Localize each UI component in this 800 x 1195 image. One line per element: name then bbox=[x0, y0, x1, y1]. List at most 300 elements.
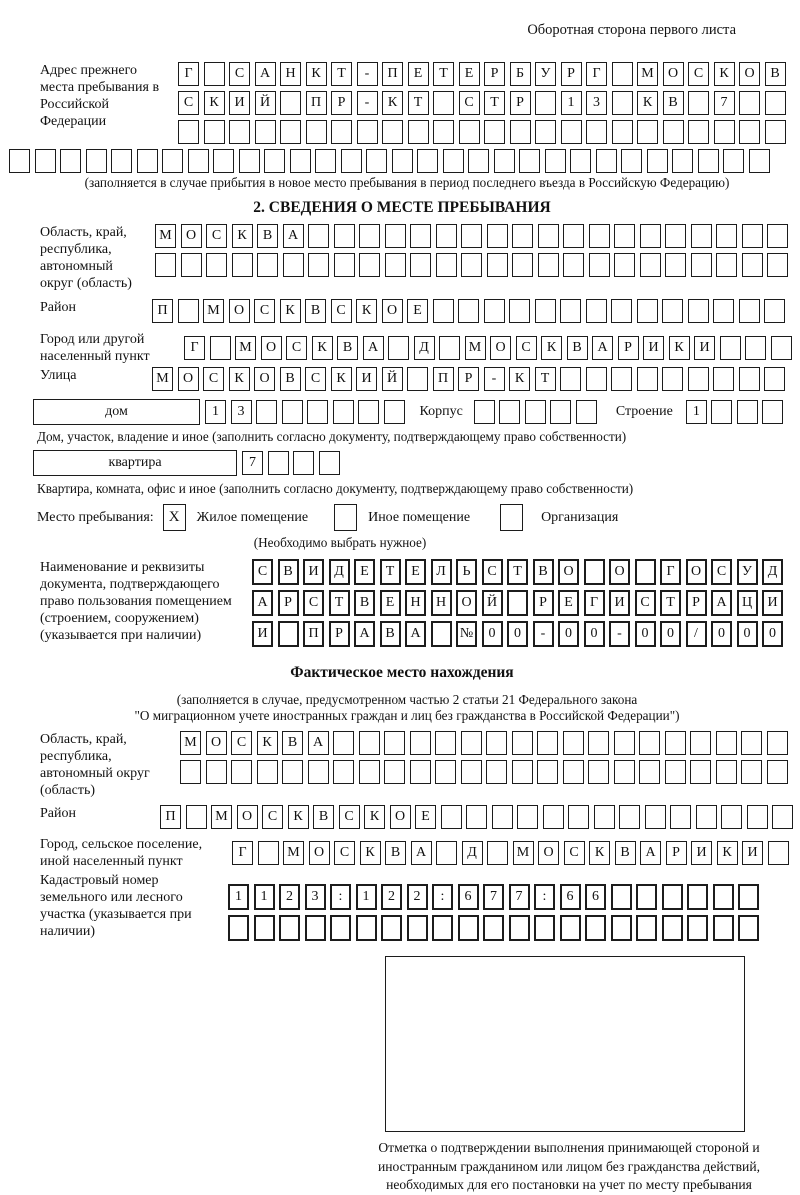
char-cell[interactable]: К bbox=[204, 91, 225, 115]
char-cell[interactable]: Д bbox=[329, 559, 350, 585]
char-cell[interactable] bbox=[459, 120, 480, 144]
char-cell[interactable]: Е bbox=[459, 62, 480, 86]
char-cell[interactable]: М bbox=[180, 731, 201, 755]
char-cell[interactable]: 6 bbox=[585, 884, 606, 910]
char-cell[interactable] bbox=[461, 731, 482, 755]
char-cell[interactable]: О bbox=[261, 336, 282, 360]
char-cell[interactable]: - bbox=[357, 91, 378, 115]
char-cell[interactable] bbox=[308, 760, 329, 784]
char-cell[interactable]: В bbox=[765, 62, 786, 86]
char-cell[interactable]: К bbox=[669, 336, 690, 360]
char-cell[interactable]: О bbox=[237, 805, 258, 829]
char-cell[interactable]: С bbox=[688, 62, 709, 86]
char-cell[interactable] bbox=[611, 884, 632, 910]
char-cell[interactable]: И bbox=[694, 336, 715, 360]
char-cell[interactable]: С bbox=[262, 805, 283, 829]
char-cell[interactable]: Л bbox=[431, 559, 452, 585]
char-cell[interactable] bbox=[204, 120, 225, 144]
char-cell[interactable]: К bbox=[637, 91, 658, 115]
char-cell[interactable]: Р bbox=[278, 590, 299, 616]
char-cell[interactable] bbox=[772, 805, 793, 829]
char-cell[interactable] bbox=[366, 149, 387, 173]
char-cell[interactable] bbox=[359, 731, 380, 755]
char-cell[interactable] bbox=[356, 915, 377, 941]
char-cell[interactable] bbox=[382, 120, 403, 144]
char-cell[interactable]: Й bbox=[482, 590, 503, 616]
char-cell[interactable] bbox=[228, 915, 249, 941]
char-cell[interactable]: Т bbox=[408, 91, 429, 115]
char-cell[interactable]: М bbox=[465, 336, 486, 360]
char-cell[interactable]: С bbox=[516, 336, 537, 360]
char-cell[interactable] bbox=[612, 120, 633, 144]
char-cell[interactable] bbox=[486, 760, 507, 784]
char-cell[interactable] bbox=[647, 149, 668, 173]
char-cell[interactable] bbox=[764, 367, 785, 391]
char-cell[interactable] bbox=[767, 253, 788, 277]
char-cell[interactable] bbox=[538, 224, 559, 248]
char-cell[interactable]: Г bbox=[584, 590, 605, 616]
char-cell[interactable] bbox=[384, 760, 405, 784]
char-cell[interactable] bbox=[640, 224, 661, 248]
char-cell[interactable]: С bbox=[229, 62, 250, 86]
char-cell[interactable] bbox=[737, 400, 758, 424]
char-cell[interactable]: В bbox=[278, 559, 299, 585]
char-cell[interactable] bbox=[306, 120, 327, 144]
char-cell[interactable] bbox=[487, 841, 508, 865]
char-cell[interactable]: М bbox=[155, 224, 176, 248]
char-cell[interactable] bbox=[537, 760, 558, 784]
char-cell[interactable]: И bbox=[356, 367, 377, 391]
char-cell[interactable] bbox=[560, 367, 581, 391]
char-cell[interactable]: У bbox=[737, 559, 758, 585]
char-cell[interactable] bbox=[535, 120, 556, 144]
char-cell[interactable] bbox=[563, 731, 584, 755]
char-cell[interactable] bbox=[341, 149, 362, 173]
char-cell[interactable]: № bbox=[456, 621, 477, 647]
char-cell[interactable]: 7 bbox=[242, 451, 263, 475]
char-cell[interactable] bbox=[665, 224, 686, 248]
char-cell[interactable] bbox=[560, 299, 581, 323]
char-cell[interactable]: 0 bbox=[762, 621, 783, 647]
char-cell[interactable] bbox=[509, 299, 530, 323]
char-cell[interactable] bbox=[210, 336, 231, 360]
char-cell[interactable]: К bbox=[714, 62, 735, 86]
char-cell[interactable] bbox=[619, 805, 640, 829]
char-cell[interactable]: Р bbox=[484, 62, 505, 86]
char-cell[interactable] bbox=[691, 224, 712, 248]
char-cell[interactable] bbox=[749, 149, 770, 173]
char-cell[interactable]: И bbox=[742, 841, 763, 865]
char-cell[interactable] bbox=[586, 299, 607, 323]
char-cell[interactable] bbox=[589, 224, 610, 248]
char-cell[interactable] bbox=[484, 299, 505, 323]
char-cell[interactable]: О bbox=[382, 299, 403, 323]
char-cell[interactable] bbox=[461, 224, 482, 248]
char-cell[interactable] bbox=[283, 253, 304, 277]
char-cell[interactable]: 3 bbox=[231, 400, 252, 424]
char-cell[interactable]: Т bbox=[507, 559, 528, 585]
char-cell[interactable]: И bbox=[609, 590, 630, 616]
char-cell[interactable] bbox=[231, 760, 252, 784]
char-cell[interactable] bbox=[388, 336, 409, 360]
char-cell[interactable] bbox=[538, 253, 559, 277]
char-cell[interactable]: А bbox=[283, 224, 304, 248]
char-cell[interactable] bbox=[436, 841, 457, 865]
char-cell[interactable]: 0 bbox=[482, 621, 503, 647]
char-cell[interactable]: А bbox=[308, 731, 329, 755]
char-cell[interactable] bbox=[330, 915, 351, 941]
char-cell[interactable]: О bbox=[456, 590, 477, 616]
char-cell[interactable]: 2 bbox=[381, 884, 402, 910]
char-cell[interactable]: Р bbox=[510, 91, 531, 115]
char-cell[interactable] bbox=[229, 120, 250, 144]
char-cell[interactable]: 3 bbox=[586, 91, 607, 115]
char-cell[interactable] bbox=[543, 805, 564, 829]
char-cell[interactable] bbox=[458, 915, 479, 941]
char-cell[interactable] bbox=[305, 915, 326, 941]
char-cell[interactable]: А bbox=[640, 841, 661, 865]
char-cell[interactable]: 0 bbox=[507, 621, 528, 647]
char-cell[interactable] bbox=[334, 253, 355, 277]
char-cell[interactable]: 0 bbox=[660, 621, 681, 647]
char-cell[interactable]: В bbox=[385, 841, 406, 865]
char-cell[interactable]: Г bbox=[178, 62, 199, 86]
char-cell[interactable] bbox=[232, 253, 253, 277]
char-cell[interactable] bbox=[742, 224, 763, 248]
char-cell[interactable]: Е bbox=[407, 299, 428, 323]
char-cell[interactable]: К bbox=[509, 367, 530, 391]
char-cell[interactable]: С bbox=[564, 841, 585, 865]
char-cell[interactable] bbox=[639, 760, 660, 784]
char-cell[interactable] bbox=[614, 253, 635, 277]
char-cell[interactable]: С bbox=[482, 559, 503, 585]
char-cell[interactable] bbox=[178, 299, 199, 323]
char-cell[interactable]: А bbox=[255, 62, 276, 86]
char-cell[interactable]: Ь bbox=[456, 559, 477, 585]
char-cell[interactable] bbox=[417, 149, 438, 173]
char-cell[interactable]: Т bbox=[380, 559, 401, 585]
char-cell[interactable] bbox=[535, 91, 556, 115]
char-cell[interactable] bbox=[507, 590, 528, 616]
char-cell[interactable]: Е bbox=[405, 559, 426, 585]
char-cell[interactable] bbox=[487, 224, 508, 248]
char-cell[interactable] bbox=[255, 120, 276, 144]
char-cell[interactable] bbox=[293, 451, 314, 475]
char-cell[interactable] bbox=[713, 884, 734, 910]
char-cell[interactable] bbox=[614, 224, 635, 248]
char-cell[interactable]: М bbox=[283, 841, 304, 865]
char-cell[interactable]: С bbox=[252, 559, 273, 585]
char-cell[interactable] bbox=[256, 400, 277, 424]
char-cell[interactable]: И bbox=[762, 590, 783, 616]
char-cell[interactable]: К bbox=[229, 367, 250, 391]
char-cell[interactable]: П bbox=[306, 91, 327, 115]
char-cell[interactable]: С bbox=[231, 731, 252, 755]
char-cell[interactable] bbox=[525, 400, 546, 424]
char-cell[interactable] bbox=[334, 224, 355, 248]
char-cell[interactable] bbox=[517, 805, 538, 829]
char-cell[interactable] bbox=[358, 400, 379, 424]
char-cell[interactable]: К bbox=[288, 805, 309, 829]
char-cell[interactable]: Р bbox=[666, 841, 687, 865]
char-cell[interactable]: В bbox=[257, 224, 278, 248]
char-cell[interactable]: 1 bbox=[356, 884, 377, 910]
char-cell[interactable]: В bbox=[282, 731, 303, 755]
char-cell[interactable] bbox=[204, 62, 225, 86]
char-cell[interactable] bbox=[713, 367, 734, 391]
char-cell[interactable] bbox=[640, 253, 661, 277]
char-cell[interactable]: Б bbox=[510, 62, 531, 86]
char-cell[interactable] bbox=[282, 400, 303, 424]
char-cell[interactable] bbox=[392, 149, 413, 173]
char-cell[interactable] bbox=[188, 149, 209, 173]
char-cell[interactable] bbox=[537, 731, 558, 755]
char-cell[interactable]: М bbox=[211, 805, 232, 829]
char-cell[interactable]: В bbox=[313, 805, 334, 829]
char-cell[interactable]: С bbox=[711, 559, 732, 585]
char-cell[interactable] bbox=[739, 367, 760, 391]
char-cell[interactable]: В bbox=[380, 621, 401, 647]
char-cell[interactable]: Е bbox=[558, 590, 579, 616]
char-cell[interactable]: П bbox=[433, 367, 454, 391]
char-cell[interactable] bbox=[319, 451, 340, 475]
char-cell[interactable] bbox=[315, 149, 336, 173]
char-cell[interactable] bbox=[696, 805, 717, 829]
char-cell[interactable] bbox=[435, 760, 456, 784]
char-cell[interactable] bbox=[162, 149, 183, 173]
char-cell[interactable]: К bbox=[541, 336, 562, 360]
char-cell[interactable]: Т bbox=[660, 590, 681, 616]
char-cell[interactable] bbox=[385, 253, 406, 277]
char-cell[interactable] bbox=[767, 224, 788, 248]
char-cell[interactable]: 7 bbox=[483, 884, 504, 910]
char-cell[interactable]: С bbox=[635, 590, 656, 616]
char-cell[interactable] bbox=[519, 149, 540, 173]
char-cell[interactable] bbox=[239, 149, 260, 173]
char-cell[interactable]: 1 bbox=[561, 91, 582, 115]
char-cell[interactable] bbox=[637, 299, 658, 323]
char-cell[interactable]: С bbox=[303, 590, 324, 616]
char-cell[interactable] bbox=[468, 149, 489, 173]
char-cell[interactable] bbox=[588, 760, 609, 784]
char-cell[interactable]: У bbox=[535, 62, 556, 86]
char-cell[interactable] bbox=[407, 915, 428, 941]
char-cell[interactable]: С bbox=[459, 91, 480, 115]
char-cell[interactable]: 6 bbox=[560, 884, 581, 910]
char-cell[interactable]: Р bbox=[618, 336, 639, 360]
char-cell[interactable] bbox=[333, 731, 354, 755]
char-cell[interactable] bbox=[665, 731, 686, 755]
char-cell[interactable]: 1 bbox=[205, 400, 226, 424]
char-cell[interactable] bbox=[492, 805, 513, 829]
char-cell[interactable] bbox=[688, 367, 709, 391]
char-cell[interactable] bbox=[636, 884, 657, 910]
char-cell[interactable] bbox=[333, 400, 354, 424]
house-wordbox[interactable]: дом bbox=[33, 399, 200, 425]
char-cell[interactable]: К bbox=[382, 91, 403, 115]
char-cell[interactable] bbox=[111, 149, 132, 173]
char-cell[interactable] bbox=[560, 915, 581, 941]
char-cell[interactable]: О bbox=[490, 336, 511, 360]
char-cell[interactable]: М bbox=[513, 841, 534, 865]
char-cell[interactable]: 0 bbox=[584, 621, 605, 647]
char-cell[interactable] bbox=[738, 915, 759, 941]
char-cell[interactable] bbox=[767, 760, 788, 784]
char-cell[interactable]: С bbox=[334, 841, 355, 865]
char-cell[interactable]: О bbox=[609, 559, 630, 585]
char-cell[interactable]: В bbox=[533, 559, 554, 585]
char-cell[interactable]: А bbox=[354, 621, 375, 647]
char-cell[interactable]: Р bbox=[329, 621, 350, 647]
char-cell[interactable] bbox=[408, 120, 429, 144]
char-cell[interactable] bbox=[512, 760, 533, 784]
char-cell[interactable] bbox=[308, 253, 329, 277]
char-cell[interactable] bbox=[665, 253, 686, 277]
char-cell[interactable] bbox=[483, 915, 504, 941]
char-cell[interactable]: К bbox=[331, 367, 352, 391]
char-cell[interactable] bbox=[563, 224, 584, 248]
char-cell[interactable] bbox=[637, 120, 658, 144]
char-cell[interactable]: С bbox=[286, 336, 307, 360]
char-cell[interactable] bbox=[155, 253, 176, 277]
char-cell[interactable]: И bbox=[303, 559, 324, 585]
char-cell[interactable] bbox=[9, 149, 30, 173]
char-cell[interactable] bbox=[181, 253, 202, 277]
char-cell[interactable] bbox=[458, 299, 479, 323]
char-cell[interactable] bbox=[738, 884, 759, 910]
char-cell[interactable]: В bbox=[663, 91, 684, 115]
char-cell[interactable] bbox=[585, 915, 606, 941]
char-cell[interactable]: Е bbox=[380, 590, 401, 616]
char-cell[interactable]: В bbox=[615, 841, 636, 865]
char-cell[interactable] bbox=[716, 253, 737, 277]
char-cell[interactable]: О bbox=[229, 299, 250, 323]
char-cell[interactable] bbox=[762, 400, 783, 424]
char-cell[interactable] bbox=[441, 805, 462, 829]
char-cell[interactable] bbox=[688, 299, 709, 323]
char-cell[interactable] bbox=[331, 120, 352, 144]
char-cell[interactable]: А bbox=[252, 590, 273, 616]
char-cell[interactable] bbox=[280, 91, 301, 115]
char-cell[interactable] bbox=[739, 120, 760, 144]
char-cell[interactable]: Й bbox=[382, 367, 403, 391]
char-cell[interactable] bbox=[741, 731, 762, 755]
char-cell[interactable]: А bbox=[711, 590, 732, 616]
char-cell[interactable] bbox=[410, 760, 431, 784]
char-cell[interactable] bbox=[257, 760, 278, 784]
char-cell[interactable] bbox=[687, 915, 708, 941]
char-cell[interactable] bbox=[280, 120, 301, 144]
char-cell[interactable] bbox=[741, 760, 762, 784]
char-cell[interactable]: : bbox=[330, 884, 351, 910]
char-cell[interactable]: Й bbox=[255, 91, 276, 115]
char-cell[interactable]: К bbox=[364, 805, 385, 829]
char-cell[interactable]: С bbox=[178, 91, 199, 115]
char-cell[interactable] bbox=[307, 400, 328, 424]
char-cell[interactable] bbox=[584, 559, 605, 585]
char-cell[interactable] bbox=[494, 149, 515, 173]
char-cell[interactable]: - bbox=[357, 62, 378, 86]
char-cell[interactable] bbox=[589, 253, 610, 277]
char-cell[interactable] bbox=[561, 120, 582, 144]
char-cell[interactable]: Е bbox=[415, 805, 436, 829]
char-cell[interactable]: К bbox=[306, 62, 327, 86]
char-cell[interactable]: 7 bbox=[714, 91, 735, 115]
char-cell[interactable]: 1 bbox=[686, 400, 707, 424]
char-cell[interactable]: И bbox=[643, 336, 664, 360]
char-cell[interactable] bbox=[771, 336, 792, 360]
char-cell[interactable] bbox=[486, 731, 507, 755]
char-cell[interactable]: - bbox=[484, 367, 505, 391]
char-cell[interactable] bbox=[765, 120, 786, 144]
char-cell[interactable] bbox=[721, 805, 742, 829]
char-cell[interactable]: Р bbox=[561, 62, 582, 86]
char-cell[interactable]: Т bbox=[484, 91, 505, 115]
char-cell[interactable] bbox=[407, 367, 428, 391]
char-cell[interactable]: Р bbox=[331, 91, 352, 115]
char-cell[interactable] bbox=[487, 253, 508, 277]
char-cell[interactable]: М bbox=[203, 299, 224, 323]
char-cell[interactable] bbox=[611, 367, 632, 391]
char-cell[interactable] bbox=[765, 91, 786, 115]
char-cell[interactable] bbox=[381, 915, 402, 941]
char-cell[interactable] bbox=[384, 400, 405, 424]
char-cell[interactable] bbox=[688, 91, 709, 115]
char-cell[interactable]: О bbox=[309, 841, 330, 865]
char-cell[interactable] bbox=[279, 915, 300, 941]
char-cell[interactable]: И bbox=[229, 91, 250, 115]
char-cell[interactable]: 6 bbox=[458, 884, 479, 910]
char-cell[interactable] bbox=[662, 299, 683, 323]
char-cell[interactable] bbox=[690, 731, 711, 755]
char-cell[interactable] bbox=[688, 120, 709, 144]
char-cell[interactable]: А bbox=[411, 841, 432, 865]
char-cell[interactable] bbox=[570, 149, 591, 173]
char-cell[interactable] bbox=[359, 760, 380, 784]
char-cell[interactable] bbox=[461, 760, 482, 784]
char-cell[interactable] bbox=[213, 149, 234, 173]
char-cell[interactable] bbox=[698, 149, 719, 173]
char-cell[interactable] bbox=[509, 915, 530, 941]
char-cell[interactable]: Д bbox=[414, 336, 435, 360]
char-cell[interactable]: К bbox=[360, 841, 381, 865]
char-cell[interactable] bbox=[499, 400, 520, 424]
char-cell[interactable] bbox=[611, 915, 632, 941]
char-cell[interactable]: Т bbox=[329, 590, 350, 616]
char-cell[interactable] bbox=[764, 299, 785, 323]
char-cell[interactable] bbox=[436, 224, 457, 248]
char-cell[interactable]: Т bbox=[331, 62, 352, 86]
char-cell[interactable] bbox=[535, 299, 556, 323]
char-cell[interactable] bbox=[290, 149, 311, 173]
char-cell[interactable] bbox=[436, 253, 457, 277]
char-cell[interactable] bbox=[433, 299, 454, 323]
char-cell[interactable] bbox=[433, 120, 454, 144]
char-cell[interactable]: Г bbox=[232, 841, 253, 865]
char-cell[interactable]: 0 bbox=[737, 621, 758, 647]
char-cell[interactable] bbox=[714, 120, 735, 144]
char-cell[interactable]: М bbox=[235, 336, 256, 360]
char-cell[interactable] bbox=[747, 805, 768, 829]
char-cell[interactable] bbox=[466, 805, 487, 829]
char-cell[interactable] bbox=[586, 367, 607, 391]
char-cell[interactable]: 0 bbox=[635, 621, 656, 647]
char-cell[interactable]: С bbox=[331, 299, 352, 323]
checkbox-organization[interactable] bbox=[500, 504, 523, 531]
char-cell[interactable] bbox=[512, 731, 533, 755]
char-cell[interactable] bbox=[443, 149, 464, 173]
char-cell[interactable]: Е bbox=[354, 559, 375, 585]
